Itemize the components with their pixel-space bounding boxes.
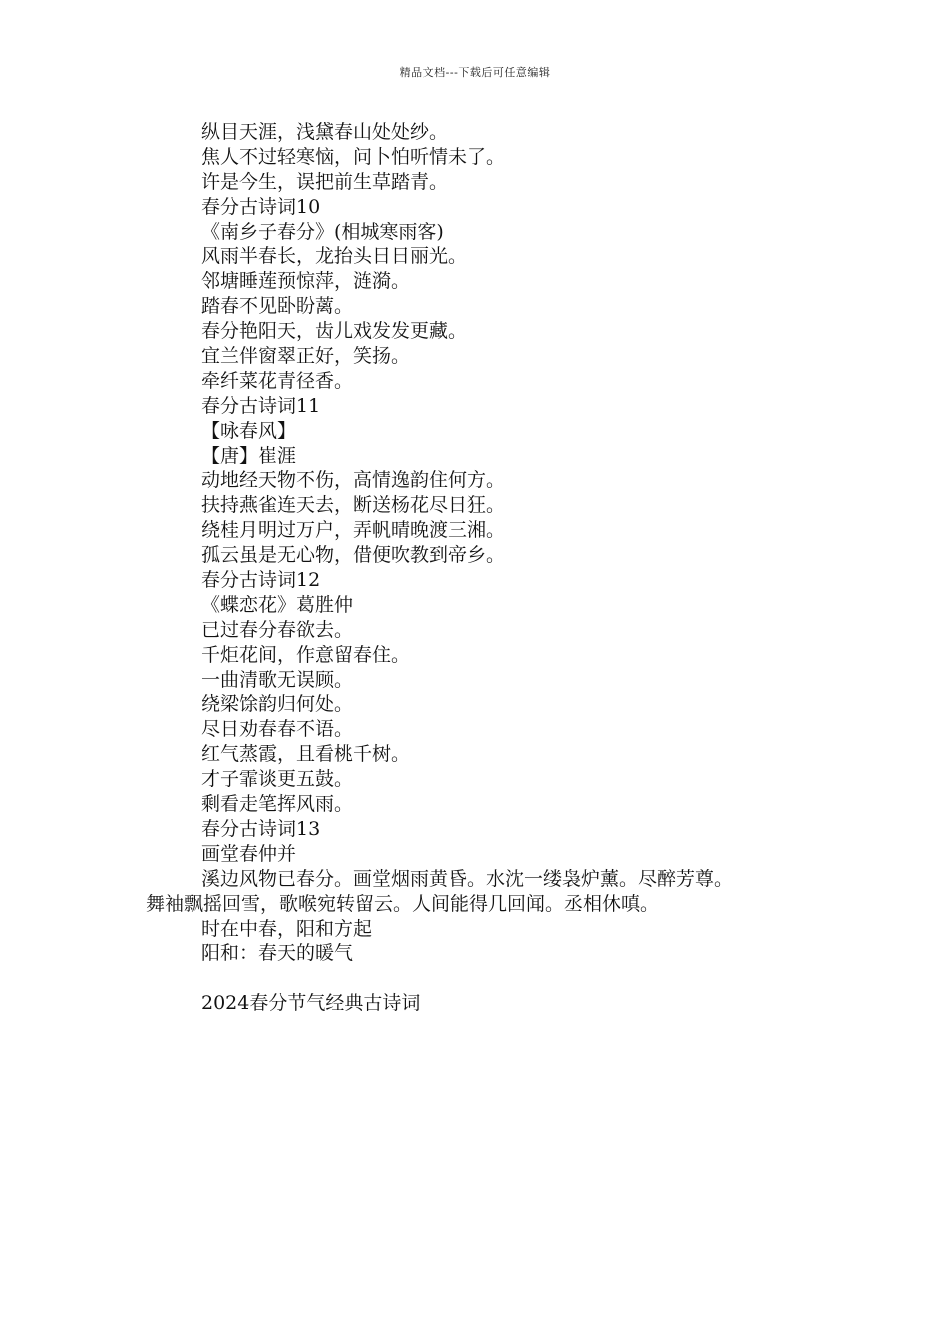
document-title: 2024春分节气经典古诗词 — [201, 992, 421, 1015]
text-line: 邻塘睡莲预惊萍，涟漪。 — [201, 270, 411, 293]
text-line: 纵目天涯，浅黛春山处处纱。 — [201, 121, 449, 143]
paragraph-first-line: 溪边风物已春分。画堂烟雨黄昏。水沈一缕袅炉薰。尽醉芳尊。 — [201, 867, 734, 890]
text-line: 风雨半春长，龙抬头日日丽光。 — [201, 245, 468, 268]
section-heading: 春分古诗词12 — [201, 569, 321, 592]
text-line: 红气蒸霞，且看桃千树。 — [201, 743, 411, 766]
text-line: 绕桂月明过万户，弄帆晴晚渡三湘。 — [201, 519, 506, 542]
text-line: 宜兰伴窗翠正好，笑扬。 — [201, 345, 411, 368]
text-line: 千炬花间，作意留春住。 — [201, 643, 411, 666]
paragraph — [146, 867, 846, 917]
blank-line — [146, 966, 846, 991]
section-heading: 春分古诗词10 — [201, 195, 321, 218]
poem-author: 【唐】崔涯 — [201, 444, 297, 467]
text-line: 许是今生，误把前生草踏青。 — [201, 170, 449, 193]
section-heading: 春分古诗词13 — [201, 817, 321, 840]
text-line: 踏春不见卧盼蓠。 — [201, 295, 354, 318]
text-line: 孤云虽是无心物，借便吹教到帝乡。 — [201, 544, 506, 567]
text-line: 才子霏谈更五鼓。 — [201, 768, 354, 791]
poem-title: 【咏春风】 — [201, 419, 297, 442]
text-line: 已过春分春欲去。 — [201, 618, 354, 641]
text-line: 一曲清歌无误顾。 — [201, 668, 354, 691]
document-body — [146, 120, 846, 1016]
text-line: 阳和：春天的暖气 — [201, 942, 354, 965]
text-line: 剩看走笔挥风雨。 — [201, 793, 354, 816]
paragraph-second-line: 舞袖飘摇回雪，歌喉宛转留云。人间能得几回闻。丞相休嗔。 — [146, 892, 660, 915]
poem-title: 画堂春仲并 — [201, 842, 297, 865]
text-line: 时在中春，阳和方起 — [201, 917, 373, 940]
text-line: 春分艳阳天，齿儿戏发发更藏。 — [201, 320, 468, 343]
page-header: 精品文档---下载后可任意编辑 — [399, 66, 551, 79]
text-line: 绕梁馀韵归何处。 — [201, 693, 354, 716]
poem-title: 《蝶恋花》葛胜仲 — [201, 593, 354, 616]
poem-title: 《南乡子春分》(相城寒雨客) — [201, 220, 444, 243]
section-heading: 春分古诗词11 — [201, 394, 321, 417]
text-line: 牵纤菜花青径香。 — [201, 369, 354, 392]
text-line: 扶持燕雀连天去，断送杨花尽日狂。 — [201, 494, 506, 517]
text-line: 尽日劝春春不语。 — [201, 718, 354, 741]
text-line: 动地经天物不伤，高情逸韵住何方。 — [201, 469, 506, 492]
text-line: 焦人不过轻寒恼，问卜怕听情未了。 — [201, 145, 506, 168]
